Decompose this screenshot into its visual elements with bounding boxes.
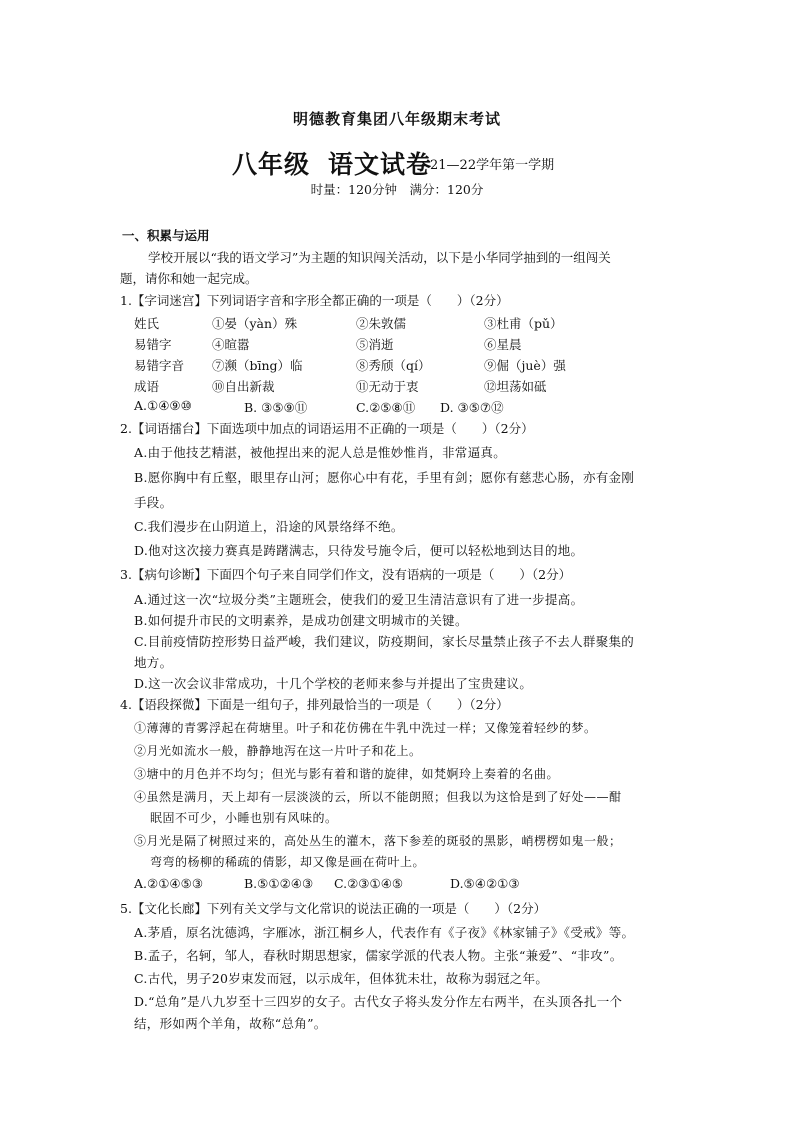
q2-stem: 2.【词语擂台】下面选项中加点的词语运用不正确的一项是（ ）（2分） — [120, 421, 534, 436]
grade-title: 八年级 — [232, 150, 311, 179]
q1-option-a: A.①④⑨⑩ — [134, 398, 192, 413]
q2-option-b-line2: 手段。 — [134, 495, 173, 510]
q2-option-d: D.他对这次接力赛真是踌躇满志，只待发号施令后，便可以轻松地到达目的地。 — [134, 543, 584, 558]
q3-option-c-line1: C.目前疫情防控形势日益严峻，我们建议，防疫期间，家长尽量禁止孩子不去人群聚集的 — [134, 634, 635, 649]
q4-option-a: A.②①④⑤③ — [134, 876, 204, 891]
q1-cell: ⑪无动于衷 — [356, 379, 419, 394]
q4-sentence-3: ③塘中的月色并不均匀；但光与影有着和谐的旋律，如梵婀玲上奏着的名曲。 — [134, 767, 560, 781]
q3-option-d: D.这一次会议非常成功，十几个学校的老师来参与并提出了宝贵建议。 — [134, 676, 533, 691]
q5-option-b: B.孟子，名轲，邹人，春秋时期思想家，儒家学派的代表人物。主张“兼爱”、“非攻”。 — [134, 948, 623, 963]
q2-option-c: C.我们漫步在山阴道上，沿途的风景络绎不绝。 — [134, 519, 404, 534]
q1-cell: ⑤消逝 — [356, 337, 394, 352]
q3-option-c-line2: 地方。 — [134, 655, 173, 670]
q1-cell: 易错字 — [134, 337, 172, 352]
q5-stem: 5.【文化长廊】下列有关文学与文化常识的说法正确的一项是（ ）（2分） — [120, 901, 547, 916]
section-intro-line1: 学校开展以“我的语文学习”为主题的知识闯关活动，以下是小华同学抽到的一组闯关 — [148, 250, 611, 265]
q5-option-d-line1: D.“总角”是八九岁至十三四岁的女子。古代女子将头发分作左右两半，在头顶各扎一个 — [134, 994, 623, 1009]
q4-option-d: D.⑤④②①③ — [450, 876, 520, 891]
section-title: 一、积累与运用 — [122, 228, 210, 243]
q1-option-d: D. ③⑤⑦⑫ — [440, 400, 504, 415]
q1-cell: ①晏（yàn）殊 — [212, 316, 298, 331]
q1-cell: ⑩自出新裁 — [212, 379, 275, 394]
q5-option-c: C.古代，男子20岁束发而冠，以示成年，但体犹未壮，故称为弱冠之年。 — [134, 971, 549, 986]
q1-option-c: C.②⑤⑧⑪ — [356, 400, 416, 415]
q4-sentence-5-line1: ⑤月光是隔了树照过来的，高处丛生的灌木，落下参差的斑驳的黑影，峭楞楞如鬼一般； — [134, 834, 622, 848]
q1-cell: ⑧秀颀（qí） — [356, 358, 431, 373]
q1-cell: 姓氏 — [134, 316, 160, 331]
q1-option-b: B. ③⑤⑨⑪ — [244, 400, 308, 415]
q1-cell: ⑨倔（juè）强 — [484, 358, 566, 373]
section-intro-line2: 题，请你和她一起完成。 — [120, 271, 258, 286]
q4-stem: 4.【语段探微】下面是一组句子，排列最恰当的一项是（ ）（2分） — [120, 697, 509, 712]
q5-option-d-line2: 结，形如两个羊角，故称“总角”。 — [134, 1016, 327, 1031]
subject-title: 语文试卷 — [328, 150, 433, 179]
q4-sentence-5-line2: 弯弯的杨柳的稀疏的倩影，却又像是画在荷叶上。 — [150, 855, 426, 869]
q4-sentence-4-line1: ④虽然是满月，天上却有一层淡淡的云，所以不能朗照；但我以为这恰是到了好处——酣 — [134, 790, 622, 804]
q2-option-b-line1: B.愿你胸中有丘壑，眼里存山河；愿你心中有花，手里有剑；愿你有慈悲心肠，亦有金刚 — [134, 470, 635, 485]
q1-cell: ②朱敦儒 — [356, 316, 407, 331]
q1-cell: ⑫坦荡如砥 — [484, 379, 547, 394]
q4-option-b: B.⑤①②④③ — [244, 876, 314, 891]
q5-option-a: A.茅盾，原名沈德鸿，字雁冰，浙江桐乡人，代表作有《子夜》《林家铺子》《受戒》等。 — [134, 925, 635, 940]
q3-option-a: A.通过这一次“垃圾分类”主题班会，使我们的爱卫生清洁意识有了进一步提高。 — [134, 592, 584, 607]
school-title: 明德教育集团八年级期末考试 — [292, 110, 501, 128]
q1-cell: ⑥星晨 — [484, 337, 522, 352]
q4-sentence-4-line2: 眠固不可少，小睡也别有风味的。 — [150, 811, 338, 825]
term-label: 21—22学年第一学期 — [430, 158, 555, 173]
q4-sentence-1: ①薄薄的青雾浮起在荷塘里。叶子和花仿佛在牛乳中洗过一样；又像笼着轻纱的梦。 — [134, 721, 597, 735]
q1-cell: ④暄嚣 — [212, 337, 250, 352]
q1-stem: 1.【字词迷宫】下列词语字音和字形全都正确的一项是（ ）（2分） — [120, 293, 509, 308]
q3-stem: 3.【病句诊断】下面四个句子来自同学们作文，没有语病的一项是（ ）（2分） — [120, 567, 572, 582]
q4-option-c: C.②③①④⑤ — [334, 876, 404, 891]
q1-cell: ③杜甫（pǔ） — [484, 316, 563, 331]
q4-sentence-2: ②月光如流水一般，静静地泻在这一片叶子和花上。 — [134, 744, 422, 758]
q1-cell: 易错字音 — [134, 358, 185, 373]
q1-cell: 成语 — [134, 379, 160, 394]
q1-cell: ⑦濒（bīng）临 — [212, 358, 303, 373]
q3-option-b: B.如何提升市民的文明素养，是成功创建文明城市的关键。 — [134, 613, 468, 628]
time-score: 时量：120分钟 满分：120分 — [310, 182, 484, 197]
q2-option-a: A.由于他技艺精湛，被他捏出来的泥人总是惟妙惟肖，非常逼真。 — [134, 445, 507, 460]
